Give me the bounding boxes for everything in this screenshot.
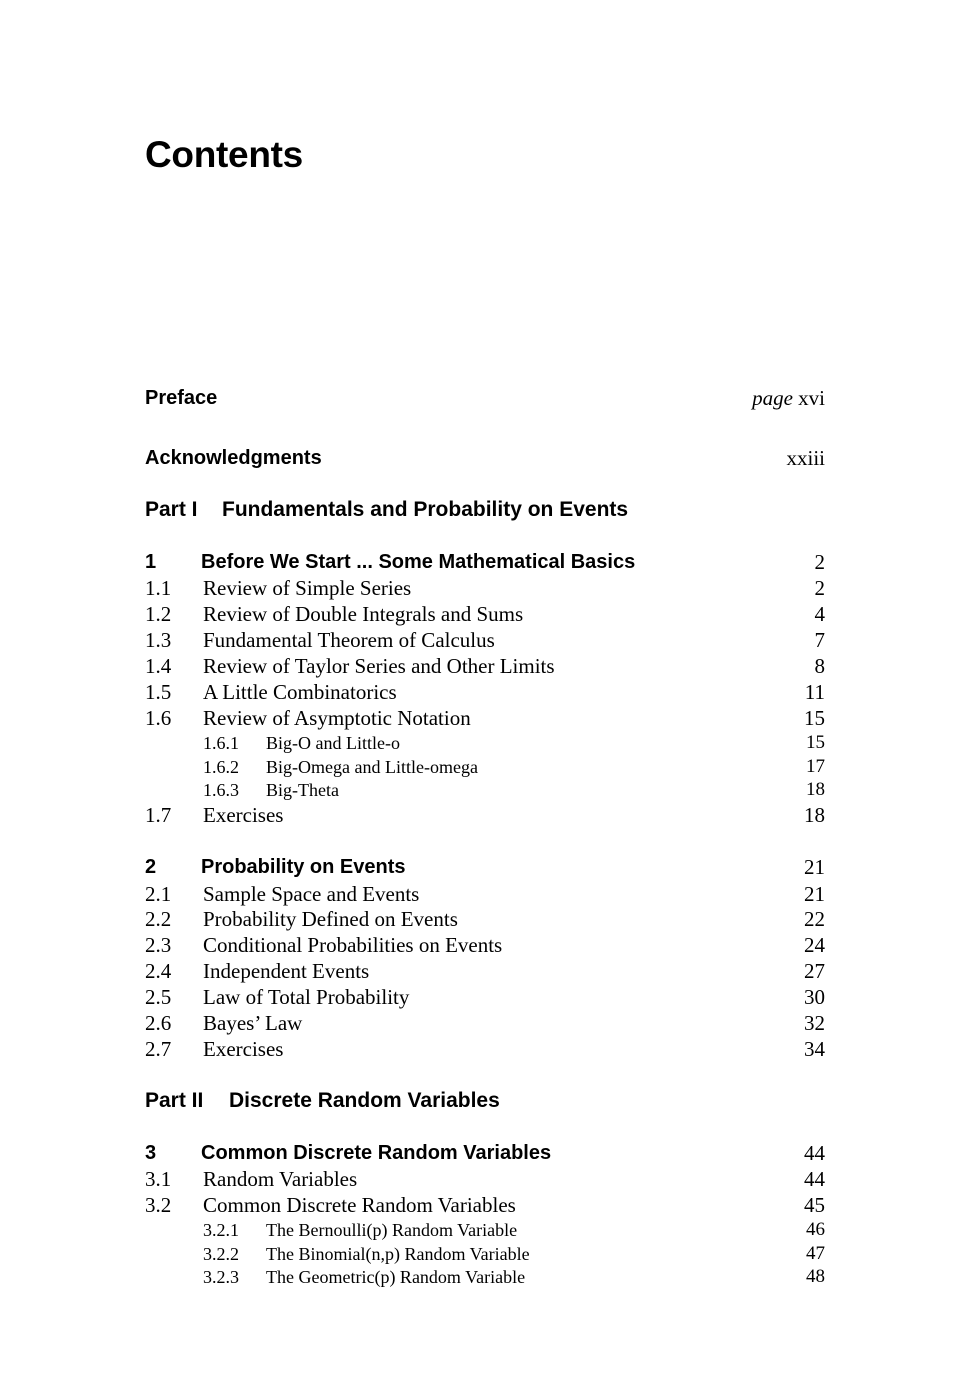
- section-page: 2: [814, 576, 825, 600]
- chapter-number: 1: [145, 551, 157, 573]
- section-page: 21: [804, 882, 825, 906]
- section-page: 32: [804, 1011, 825, 1035]
- part-title: Fundamentals and Probability on Events: [222, 498, 629, 521]
- section-number: 3.1: [145, 1167, 172, 1191]
- section-number: 1.2: [145, 602, 172, 626]
- section-number: 2.6: [145, 1011, 172, 1035]
- section-page: 22: [804, 907, 825, 931]
- subsection-entry[interactable]: [145, 732, 825, 754]
- section-title: Fundamental Theorem of Calculus: [203, 628, 495, 652]
- section-title: Review of Taylor Series and Other Limits: [203, 654, 555, 678]
- subsection-page: 18: [806, 779, 825, 800]
- subsection-title: The Bernoulli(p) Random Variable: [266, 1220, 518, 1240]
- subsection-title: The Binomial(n,p) Random Variable: [266, 1244, 530, 1264]
- section-entry[interactable]: [145, 1037, 825, 1062]
- subsection-entry[interactable]: [145, 779, 825, 801]
- section-page: 7: [814, 628, 825, 652]
- subsection-page: 46: [806, 1219, 825, 1240]
- section-page: 15: [804, 706, 825, 730]
- section-page: 45: [804, 1193, 825, 1217]
- section-page: 44: [804, 1167, 825, 1191]
- chapter-page: 44: [804, 1141, 825, 1165]
- part-heading-1: [145, 497, 825, 523]
- section-number: 2.3: [145, 933, 172, 957]
- part-number: Part II: [145, 1089, 204, 1112]
- section-entry[interactable]: [145, 628, 825, 653]
- section-title: Conditional Probabilities on Events: [203, 933, 503, 957]
- subsection-number: 1.6.1: [203, 733, 239, 753]
- subsection-page: 47: [806, 1243, 825, 1264]
- section-page: 27: [804, 959, 825, 983]
- subsection-number: 3.2.1: [203, 1220, 239, 1240]
- section-number: 1.5: [145, 680, 172, 704]
- chapter-entry-1[interactable]: [145, 550, 825, 574]
- subsection-title: The Geometric(p) Random Variable: [266, 1267, 526, 1287]
- chapter-entry-3[interactable]: [145, 1141, 825, 1165]
- section-page: 30: [804, 985, 825, 1009]
- section-number: 2.2: [145, 907, 172, 931]
- subsection-number: 1.6.3: [203, 780, 239, 800]
- chapter-number: 3: [145, 1142, 157, 1164]
- subsection-page: 17: [806, 756, 825, 777]
- section-entry[interactable]: [145, 882, 825, 907]
- subsection-page: 15: [806, 732, 825, 753]
- section-title: Review of Simple Series: [203, 576, 412, 600]
- subsection-number: 3.2.2: [203, 1244, 239, 1264]
- section-page: 8: [814, 654, 825, 678]
- subsection-entry[interactable]: [145, 1219, 825, 1241]
- section-entry[interactable]: [145, 1167, 825, 1192]
- section-number: 2.4: [145, 959, 172, 983]
- section-page: 11: [804, 680, 825, 704]
- chapter-title: Common Discrete Random Variables: [201, 1142, 552, 1164]
- subsection-entry[interactable]: [145, 1243, 825, 1265]
- section-entry[interactable]: [145, 576, 825, 601]
- subsection-number: 3.2.3: [203, 1267, 239, 1287]
- entry-title: Acknowledgments: [145, 447, 322, 469]
- section-title: Review of Double Integrals and Sums: [203, 602, 524, 626]
- entry-title: Preface: [145, 387, 218, 409]
- section-title: Sample Space and Events: [203, 882, 420, 906]
- section-title: Law of Total Probability: [203, 985, 410, 1009]
- section-entry[interactable]: [145, 933, 825, 958]
- subsection-page: 48: [806, 1266, 825, 1287]
- subsection-title: Big-Omega and Little-omega: [266, 757, 478, 777]
- section-title: Probability Defined on Events: [203, 907, 458, 931]
- section-entry[interactable]: [145, 1011, 825, 1036]
- page-title: Contents: [145, 134, 303, 175]
- section-page: 4: [814, 602, 825, 626]
- subsection-entry[interactable]: [145, 1266, 825, 1288]
- entry-page: xxiii: [786, 446, 825, 470]
- section-entry[interactable]: [145, 680, 825, 705]
- toc-entry-acknowledgments[interactable]: [145, 446, 825, 470]
- section-number: 1.6: [145, 706, 172, 730]
- section-entry[interactable]: [145, 602, 825, 627]
- chapter-entry-2[interactable]: [145, 855, 825, 879]
- chapter-page: 2: [814, 550, 825, 574]
- section-title: Bayes’ Law: [203, 1011, 303, 1035]
- chapter-title: Before We Start ... Some Mathematical Basics: [201, 551, 636, 573]
- section-number: 3.2: [145, 1193, 172, 1217]
- section-title: Independent Events: [203, 959, 370, 983]
- section-title: A Little Combinatorics: [203, 680, 397, 704]
- part-number: Part I: [145, 498, 198, 521]
- chapter-number: 2: [145, 856, 157, 878]
- section-entry[interactable]: [145, 1193, 825, 1218]
- section-entry[interactable]: [145, 654, 825, 679]
- section-number: 1.3: [145, 628, 172, 652]
- section-number: 1.7: [145, 803, 172, 827]
- section-number: 1.1: [145, 576, 172, 600]
- part-title: Discrete Random Variables: [229, 1089, 500, 1112]
- toc-entry-preface[interactable]: [145, 386, 825, 410]
- section-title: Common Discrete Random Variables: [203, 1193, 516, 1217]
- subsection-title: Big-O and Little-o: [266, 733, 400, 753]
- section-title: Review of Asymptotic Notation: [203, 706, 471, 730]
- subsection-number: 1.6.2: [203, 757, 239, 777]
- subsection-entry[interactable]: [145, 756, 825, 778]
- section-page: 18: [804, 803, 825, 827]
- section-number: 2.1: [145, 882, 172, 906]
- part-heading-2: [145, 1088, 825, 1114]
- section-page: 24: [804, 933, 825, 957]
- section-entry[interactable]: [145, 959, 825, 984]
- chapter-page: 21: [804, 855, 825, 879]
- section-title: Random Variables: [203, 1167, 358, 1191]
- entry-page: page xvi: [752, 386, 825, 410]
- section-number: 1.4: [145, 654, 172, 678]
- section-page: 34: [804, 1037, 825, 1061]
- section-entry[interactable]: [145, 985, 825, 1010]
- section-entry[interactable]: [145, 803, 825, 828]
- section-entry[interactable]: [145, 907, 825, 932]
- section-number: 2.7: [145, 1037, 172, 1061]
- section-title: Exercises: [203, 803, 284, 827]
- subsection-title: Big-Theta: [266, 780, 339, 800]
- chapter-title: Probability on Events: [201, 856, 406, 878]
- section-title: Exercises: [203, 1037, 284, 1061]
- section-entry[interactable]: [145, 706, 825, 731]
- section-number: 2.5: [145, 985, 172, 1009]
